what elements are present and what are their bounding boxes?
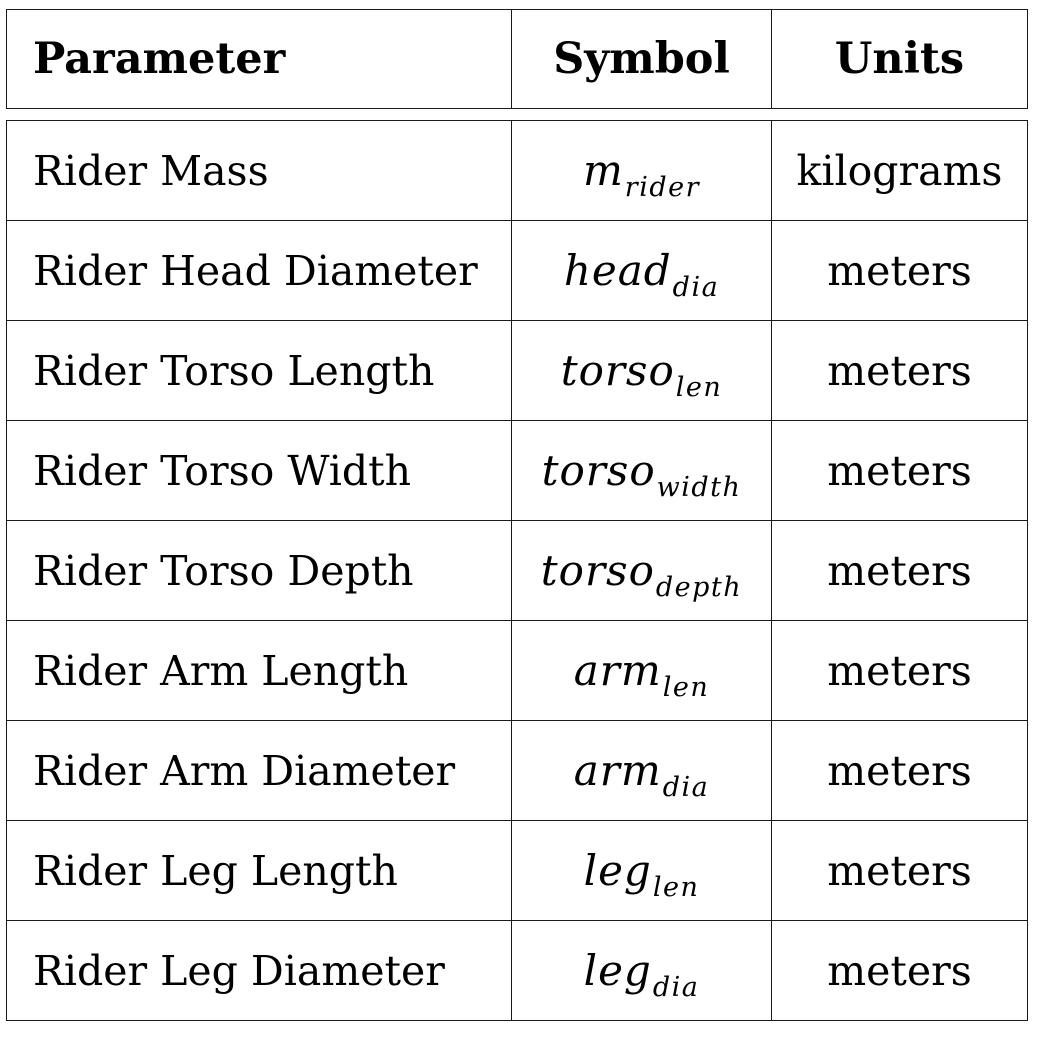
symbol-base: torso	[560, 346, 675, 395]
parameter-cell: Rider Torso Width	[7, 421, 512, 521]
symbol-cell	[512, 621, 772, 721]
units-cell: meters	[772, 921, 1028, 1021]
symbol-cell	[512, 821, 772, 921]
symbol-base: head	[563, 246, 672, 295]
units-cell: meters	[772, 221, 1028, 321]
symbol-subscript: depth	[655, 572, 743, 603]
table-row	[7, 221, 1028, 321]
table-row	[7, 621, 1028, 721]
symbol-base: torso	[541, 446, 656, 495]
symbol-subscript: dia	[662, 772, 710, 803]
parameter-cell: Rider Head Diameter	[7, 221, 512, 321]
symbol-base: torso	[540, 546, 655, 595]
table-body	[6, 120, 1028, 1021]
table-row	[7, 521, 1028, 621]
header-symbol: Symbol	[512, 10, 772, 109]
symbol-cell	[512, 521, 772, 621]
parameter-cell: Rider Leg Length	[7, 821, 512, 921]
symbol-cell	[512, 421, 772, 521]
symbol-subscript: len	[675, 372, 723, 403]
units-cell: meters	[772, 421, 1028, 521]
table-row	[7, 821, 1028, 921]
parameter-cell: Rider Mass	[7, 121, 512, 221]
header-parameter: Parameter	[7, 10, 512, 109]
symbol-subscript: rider	[624, 172, 701, 203]
parameter-cell: Rider Torso Length	[7, 321, 512, 421]
units-cell: kilograms	[772, 121, 1028, 221]
units-cell: meters	[772, 321, 1028, 421]
parameter-cell: Rider Arm Length	[7, 621, 512, 721]
header-units: Units	[772, 10, 1028, 109]
table-row	[7, 421, 1028, 521]
units-cell: meters	[772, 521, 1028, 621]
units-cell: meters	[772, 721, 1028, 821]
table-row	[7, 321, 1028, 421]
table-header	[6, 9, 1028, 109]
symbol-subscript: dia	[652, 972, 700, 1003]
symbol-cell	[512, 321, 772, 421]
parameter-cell: Rider Leg Diameter	[7, 921, 512, 1021]
symbol-base: arm	[573, 646, 662, 695]
symbol-base: leg	[583, 846, 652, 895]
symbol-cell	[512, 921, 772, 1021]
units-cell: meters	[772, 621, 1028, 721]
symbol-cell	[512, 121, 772, 221]
table-row	[7, 721, 1028, 821]
symbol-subscript: dia	[672, 272, 720, 303]
symbol-cell	[512, 721, 772, 821]
table-row	[7, 121, 1028, 221]
symbol-subscript: len	[662, 672, 710, 703]
table-row	[7, 921, 1028, 1021]
header-row	[7, 10, 1028, 109]
symbol-cell	[512, 221, 772, 321]
parameter-cell: Rider Torso Depth	[7, 521, 512, 621]
symbol-base: leg	[583, 946, 652, 995]
symbol-base: arm	[573, 746, 662, 795]
units-cell: meters	[772, 821, 1028, 921]
parameter-cell: Rider Arm Diameter	[7, 721, 512, 821]
symbol-subscript: width	[656, 472, 742, 503]
symbol-subscript: len	[652, 872, 700, 903]
symbol-base: m	[582, 146, 624, 195]
